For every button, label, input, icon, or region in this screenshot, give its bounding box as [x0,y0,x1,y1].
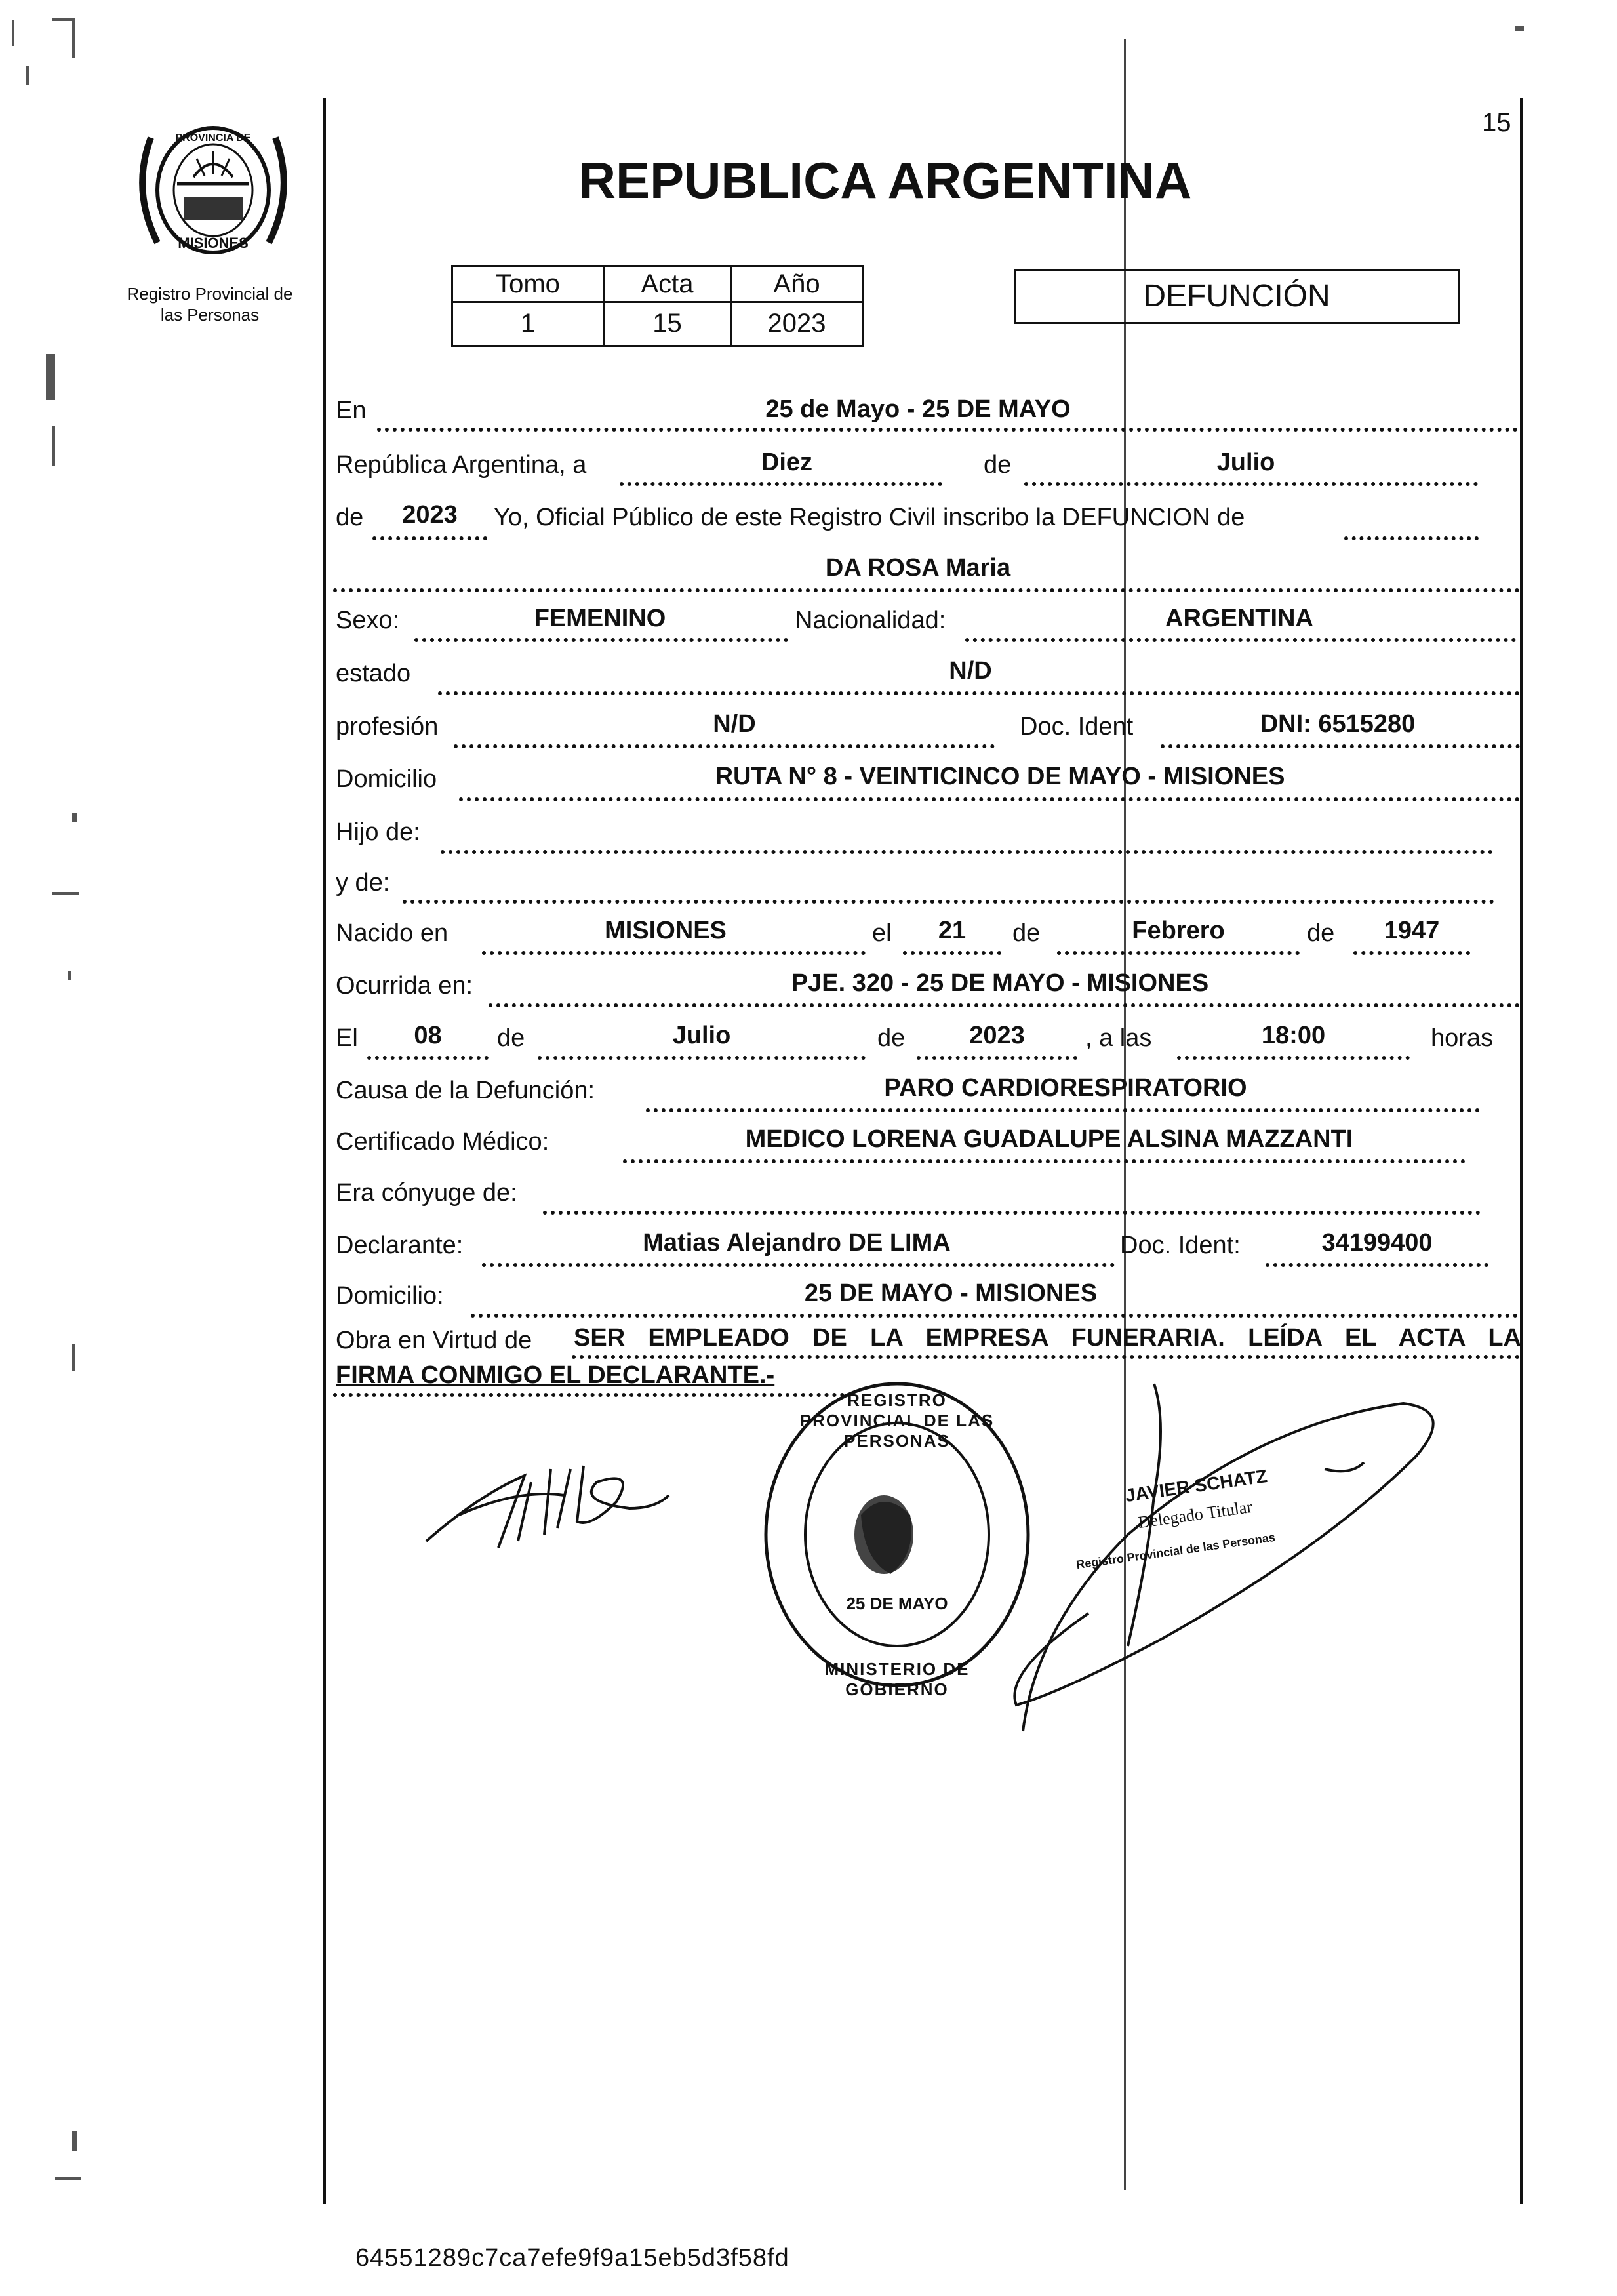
dotted-line [454,744,995,748]
field-lugar: 25 de Mayo - 25 DE MAYO [765,395,1071,423]
label-conyuge: Era cónyuge de: [336,1179,517,1207]
dotted-line [1353,951,1470,955]
field-sexo: FEMENINO [534,605,666,632]
label-de-anio: de [336,504,364,531]
label-domicilio-declarante: Domicilio: [336,1282,444,1310]
field-declarante-domicilio: 25 DE MAYO - MISIONES [804,1279,1098,1307]
dotted-line [1177,1056,1410,1060]
label-estado: estado [336,660,411,687]
registry-caption [105,283,315,325]
dotted-line [1024,482,1478,486]
label-el: el [872,919,892,947]
registry-caption-line1: Registro Provincial de [127,284,293,304]
scan-mark [52,892,79,895]
label-doc-ident: Doc. Ident [1020,713,1134,740]
label-el-fecha: El [336,1024,358,1052]
scan-mark [26,66,29,85]
label-sexo: Sexo: [336,607,400,634]
official-title: Delegado Titular [1136,1497,1254,1533]
field-certificado: MEDICO LORENA GUADALUPE ALSINA MAZZANTI [745,1125,1353,1153]
official-signature [997,1364,1469,1744]
dotted-line [377,428,1518,432]
dotted-line [367,1056,489,1060]
label-nacionalidad: Nacionalidad: [795,607,946,634]
scan-mark [1515,26,1524,31]
dotted-line [903,951,1001,955]
scan-mark [72,18,75,58]
stamp-bottom-text: MINISTERIO DE GOBIERNO [824,1659,970,1699]
dotted-line [1057,951,1300,955]
dotted-line [917,1056,1077,1060]
stamp-middle-text: 25 DE MAYO [846,1594,948,1613]
label-doc-ident-declarante: Doc. Ident: [1120,1232,1241,1259]
seal-top-text: PROVINCIA DE [175,132,251,144]
dotted-line [372,536,487,540]
dotted-line [438,691,1520,695]
label-causa: Causa de la Defunción: [336,1077,595,1104]
field-obra-line2: FIRMA CONMIGO EL DECLARANTE.- [336,1361,775,1389]
fold-crease-line [1124,39,1126,2190]
label-hijo-de: Hijo de: [336,818,420,846]
field-nombre: DA ROSA Maria [825,554,1011,582]
field-declarante-doc: 34199400 [1321,1229,1433,1257]
table-cell-acta: 15 [603,301,732,347]
label-en: En [336,397,367,424]
declarant-signature [420,1430,682,1561]
official-name: JAVIER SCHATZ [1123,1465,1269,1506]
field-dia-texto: Diez [761,449,813,476]
field-nac-anio: 1947 [1384,917,1440,944]
label-a-las: , a las [1085,1024,1152,1052]
field-muerte-anio: 2023 [969,1022,1025,1049]
field-ocurrida-en: PJE. 320 - 25 DE MAYO - MISIONES [791,969,1209,997]
dotted-line [572,1355,1520,1359]
field-mes-texto: Julio [1216,449,1275,476]
scan-mark [12,20,14,46]
field-nac-mes: Febrero [1132,917,1225,944]
field-domicilio: RUTA N° 8 - VEINTICINCO DE MAYO - MISIONES [715,763,1285,790]
table-header-anio: Año [730,265,864,303]
table-header-tomo: Tomo [451,265,605,303]
scan-mark [72,2131,77,2151]
field-obra-line1: SER EMPLEADO DE LA EMPRESA FUNERARIA. LEÍDA EL ACTA LA [574,1324,1521,1352]
label-obra: Obra en Virtud de [336,1327,532,1354]
page-title: REPUBLICA ARGENTINA [578,151,1192,209]
field-causa: PARO CARDIORESPIRATORIO [884,1074,1247,1102]
label-ocurrida-en: Ocurrida en: [336,972,473,999]
field-muerte-mes: Julio [672,1022,731,1049]
registry-caption-line2: las Personas [160,305,260,325]
page-number: 15 [1482,108,1511,137]
field-nacido-en: MISIONES [605,917,727,944]
dotted-line [623,1159,1466,1163]
field-muerte-dia: 08 [414,1022,442,1049]
dotted-line [1344,536,1479,540]
label-de: de [984,451,1012,479]
dotted-line [620,482,942,486]
dotted-line [1266,1263,1488,1267]
left-margin-line [323,98,326,2204]
dotted-line [403,900,1494,904]
dotted-line [538,1056,866,1060]
seal-bottom-text: MISIONES [178,235,249,251]
field-hora: 18:00 [1261,1022,1326,1049]
field-declarante: Matias Alejandro DE LIMA [643,1229,951,1257]
label-profesion: profesión [336,713,439,740]
dotted-line [543,1211,1481,1215]
scan-mark [72,813,77,822]
right-margin-line [1520,98,1523,2204]
scan-mark [68,971,71,980]
dotted-line [482,951,866,955]
dotted-line [333,588,1520,592]
label-de: de [1012,919,1041,947]
label-de: de [1307,919,1335,947]
field-nac-dia: 21 [938,917,967,944]
label-domicilio: Domicilio [336,765,437,793]
scan-mark [52,426,55,466]
field-nacionalidad: ARGENTINA [1165,605,1313,632]
table-cell-anio: 2023 [730,301,864,347]
dotted-line [1161,744,1520,748]
dotted-line [441,850,1493,854]
field-anio: 2023 [402,501,458,529]
scan-mark [52,18,72,21]
field-profesion: N/D [713,710,756,738]
document-type-box: DEFUNCIÓN [1014,269,1460,324]
table-cell-tomo: 1 [451,301,605,347]
dotted-line [489,1003,1520,1007]
provincial-seal [125,111,302,269]
dotted-line [471,1314,1518,1318]
label-de: de [497,1024,525,1052]
scan-mark [46,354,55,400]
dotted-line [459,797,1520,801]
label-de: de [877,1024,906,1052]
label-certificado: Certificado Médico: [336,1128,549,1156]
field-estado: N/D [949,657,992,685]
label-y-de: y de: [336,869,390,896]
scan-mark [55,2177,81,2180]
dotted-line [414,638,788,642]
label-nacido-en: Nacido en [336,919,449,947]
dotted-line [646,1108,1480,1112]
label-declarante: Declarante: [336,1232,464,1259]
field-dni: DNI: 6515280 [1260,710,1416,738]
dotted-line [482,1263,1115,1267]
stamp-top-text: REGISTRO PROVINCIAL DE LAS PERSONAS [799,1390,995,1451]
scan-mark [72,1344,75,1371]
official-org: Registro Provincial de las Personas [1075,1530,1276,1572]
label-horas: horas [1431,1024,1494,1052]
table-header-acta: Acta [603,265,732,303]
label-republica: República Argentina, a [336,451,587,479]
dotted-line [965,638,1516,642]
label-oficial: Yo, Oficial Público de este Registro Civil inscribo la DEFUNCION de [494,504,1245,531]
document-hash: 64551289c7ca7efe9f9a15eb5d3f58fd [355,2244,789,2272]
